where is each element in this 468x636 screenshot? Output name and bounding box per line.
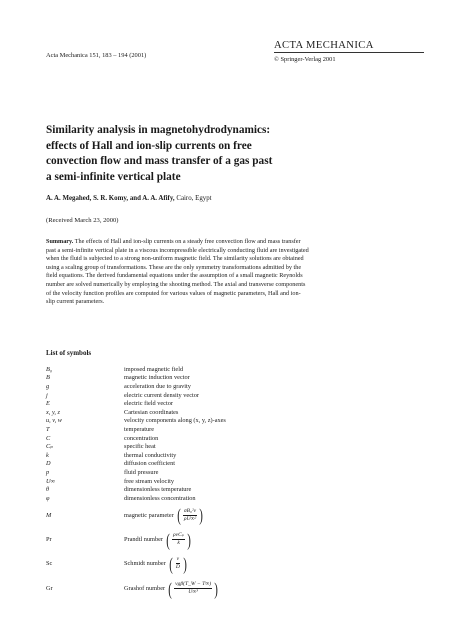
symbol-description: Cartesian coordinates — [124, 408, 179, 416]
title-line: effects of Hall and ion-slip currents on free — [46, 139, 252, 152]
symbol: j⃗ — [46, 391, 53, 399]
symbol-description: electric current density vector — [124, 391, 199, 399]
summary-line: past a semi-infinite vertical plate in a viscous incompressible electrically conducting fluid are investigated — [46, 246, 309, 254]
journal-reference: Acta Mechanica 151, 183 – 194 (2001) — [46, 52, 147, 59]
fraction — [175, 556, 181, 571]
right-paren: ) — [199, 505, 204, 525]
symbol: Pr — [46, 536, 52, 543]
summary-line: when the fluid is subjected to a strong non-uniform magnetic field. The similarity solutions are obtained — [46, 255, 304, 263]
symbol: Sc — [46, 560, 53, 567]
left-paren: ( — [166, 529, 170, 550]
symbol-row — [46, 425, 426, 434]
symbol-list — [46, 365, 426, 602]
title-line: convection flow and mass transfer of a gas past — [46, 155, 273, 168]
symbol: φ — [46, 494, 50, 502]
symbol-description: diffusion coefficient — [124, 460, 176, 468]
parameter-row-grashof — [46, 576, 426, 602]
summary-line — [46, 238, 422, 247]
parameter-name: Schmidt number — [124, 560, 166, 567]
symbol-row — [46, 391, 426, 400]
symbol: x, y, z — [46, 408, 60, 416]
author-names: A. A. Megahed, S. R. Komy, and A. A. Afify, — [46, 195, 175, 202]
symbol: T — [46, 425, 50, 433]
symbol-description: acceleration due to gravity — [124, 382, 191, 390]
parameter-row-magnetic — [46, 503, 426, 528]
summary-line: field equations. The derived fundamental equations under the assumption of a small magnetic Reynolds — [46, 272, 303, 280]
left-paren: ( — [177, 505, 181, 525]
parameter-row-schmidt — [46, 552, 426, 576]
symbol-row — [46, 399, 426, 408]
left-paren: ( — [169, 553, 173, 574]
symbol-row — [46, 485, 426, 494]
parameter-row-prandtl — [46, 528, 426, 552]
summary-line: slip current parameters. — [46, 298, 105, 306]
symbol-description: dimensionless concentration — [124, 494, 196, 502]
symbol-description: velocity components along (x, y, z)-axes — [124, 417, 226, 425]
symbol-description: concentration — [124, 434, 159, 442]
parameter-definition — [124, 531, 192, 549]
symbol: B⃗ — [46, 374, 55, 382]
symbol-row — [46, 365, 426, 374]
parameter-name: Prandtl number — [124, 536, 163, 543]
symbol-row — [46, 477, 426, 486]
symbol: p — [46, 468, 50, 476]
symbol: M — [46, 511, 52, 519]
numerator: ρνCₚ — [173, 532, 185, 538]
symbol: k — [46, 451, 49, 459]
symbol-row — [46, 451, 426, 460]
parameter-name: magnetic parameter — [124, 511, 174, 519]
author-line — [46, 195, 212, 202]
summary-line: using a scaling group of transformations. These are the only symmetry transformations admitted by the — [46, 263, 302, 271]
symbol-description: temperature — [124, 425, 155, 433]
symbol-description: free stream velocity — [124, 477, 174, 485]
numerator: σB₀²ν — [183, 507, 197, 514]
symbol-description: fluid pressure — [124, 468, 159, 476]
fraction — [174, 581, 212, 596]
symbol: C — [46, 434, 51, 442]
parameter-definition — [124, 506, 204, 524]
symbol-description: dimensionless temperature — [124, 486, 192, 494]
symbol-row — [46, 460, 426, 469]
copyright-line: © Springer-Verlag 2001 — [274, 56, 336, 63]
symbols-heading: List of symbols — [46, 349, 92, 357]
parameter-definition — [124, 580, 219, 598]
denominator: k — [177, 540, 180, 546]
affiliation: Cairo, Egypt — [174, 195, 212, 202]
journal-masthead — [274, 40, 424, 64]
symbol-description: imposed magnetic field — [124, 365, 184, 373]
symbol-row — [46, 468, 426, 477]
symbol: U∞ — [46, 477, 56, 485]
right-paren: ) — [183, 553, 187, 574]
denominator: ρU∞² — [183, 515, 197, 522]
left-paren: ( — [168, 578, 172, 599]
symbol-row — [46, 408, 426, 417]
summary-label: Summary. — [46, 238, 74, 245]
symbol: E⃗ — [46, 400, 55, 408]
denominator: D — [175, 564, 180, 570]
article-title — [46, 123, 426, 185]
fraction — [172, 532, 185, 547]
symbol-row — [46, 442, 426, 451]
symbol-row — [46, 417, 426, 426]
symbol: Gr — [46, 585, 53, 592]
fraction — [183, 508, 197, 523]
summary-paragraph — [46, 238, 422, 307]
symbol: D — [46, 460, 51, 468]
symbol-row — [46, 382, 426, 391]
symbol-row — [46, 434, 426, 443]
numerator: νgβ(T_W − T∞) — [175, 581, 212, 587]
denominator: U∞³ — [188, 589, 198, 595]
summary-line: of the velocity function profiles are computed for various values of magnetic parameters, Hall and ion- — [46, 289, 301, 297]
numerator: ν — [176, 556, 180, 562]
symbol-description: electric field vector — [124, 400, 173, 408]
right-paren: ) — [214, 578, 218, 599]
symbol: g⃗ — [46, 382, 55, 390]
symbol: Cₚ — [46, 443, 53, 451]
masthead-rule — [274, 52, 424, 53]
parameter-definition — [124, 555, 188, 573]
summary-text: The effects of Hall and ion-slip currents on a steady free convection flow and mass transfer — [73, 238, 301, 245]
symbol: θ — [46, 486, 50, 494]
symbol-description: thermal conductivity — [124, 451, 177, 459]
symbol-row — [46, 494, 426, 503]
symbol-description: specific heat — [124, 443, 156, 451]
title-line: a semi-infinite vertical plate — [46, 170, 181, 183]
summary-line: number are solved numerically by employing the shooting method. The axial and transverse components — [46, 280, 306, 288]
symbol-row — [46, 374, 426, 383]
title-line: Similarity analysis in magnetohydrodynamics: — [46, 124, 271, 136]
symbol: u, v, w — [46, 417, 62, 425]
received-date: (Received March 23, 2000) — [46, 217, 119, 224]
journal-name: ACTA MECHANICA — [274, 40, 374, 51]
parameter-name: Grashof number — [124, 585, 166, 592]
symbol-description: magnetic induction vector — [124, 374, 190, 382]
symbol: B₀ — [46, 365, 53, 373]
right-paren: ) — [187, 529, 191, 550]
